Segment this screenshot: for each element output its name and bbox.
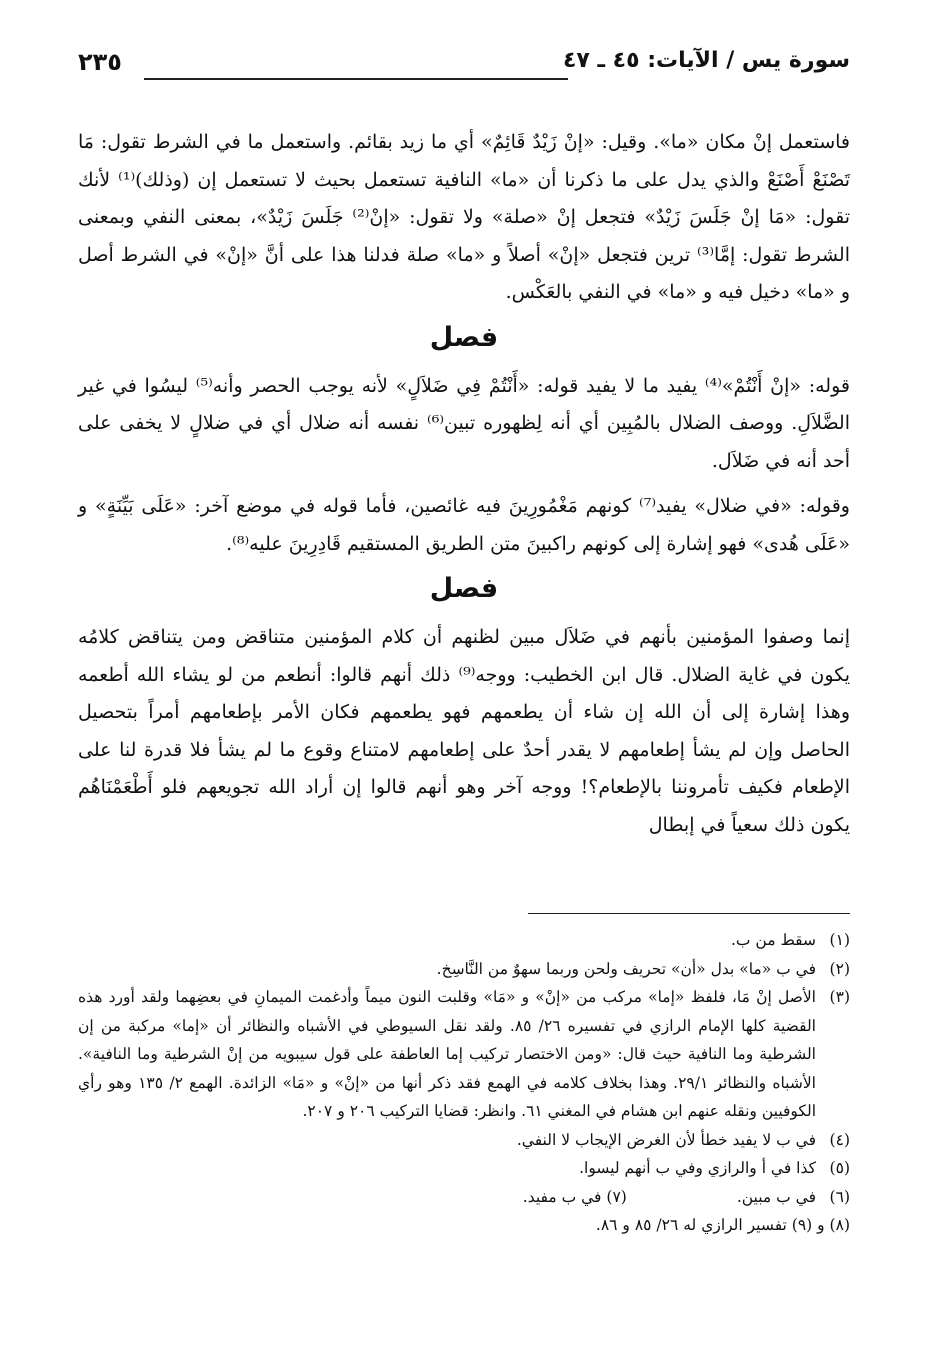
footnote-number: (٢) <box>829 959 850 978</box>
footnote-number: (٧) <box>606 1187 627 1206</box>
footnote-number: (١) <box>829 931 850 949</box>
footnote-6-7 <box>78 1183 850 1212</box>
footnote-number: (٥) <box>829 1159 850 1177</box>
footnote-text: في ب مبين. <box>736 1187 816 1206</box>
paragraph-1: فاستعمل إنْ مكان «ما». وقيل: «إنْ زَيْدٌ قَائِمٌ» أي ما زيد بقائم. واستعمل ما في الشرط تقول: مَا تَصْنَعْ أَصْنَعْ والذي يدل على ما ذكرنا أن «ما» النافية تستعمل بحيث لا تستعمل إن (وذلك)⁽¹⁾ لأنك تقول: «مَا إنْ جَلَسَ زَيْدٌ» فتجعل إنْ «صلة» ولا تقول: «إنْ⁽²⁾ جَلَسَ زَيْدٌ»، بمعنى النفي وبمعنى الشرط تقول: إمَّا⁽³⁾ ترين فتجعل «إنْ» أصلاً و «ما» صلة فدلنا هذا على أنَّ «إنْ» في الشرط أصل و «ما» دخيل فيه و «ما» في النفي بالعَكْس. <box>78 131 851 303</box>
paragraph-2: قوله: «إنْ أَنْتُمْ»⁽⁴⁾ يفيد ما لا يفيد قوله: «أَنْتُمْ فِي ضَلاَلٍ» لأنه يوجب الحصر وأنه⁽⁵⁾ ليسُوا في غير الضَّلاَلِ. ووصف الضلال بالمُبِين أي أنه لِظهوره تبين⁽⁶⁾ نفسه أنه ضلال أي في ضلالٍ لا يخفى على أحد أنه في ضَلاَل. <box>78 374 850 472</box>
paragraph-4: إنما وصفوا المؤمنين بأنهم في ضَلاَل مبين لظنهم أن كلام المؤمنين متناقض ومن يتناقض كلامُه يكون في غاية الضلال. قال ابن الخطيب: ووجه⁽⁹⁾ ذلك أنهم قالوا: أنطعم من لو يشاء الله أطعمه وهذا إشارة إلى أن الله إن شاء أن يطعمهم فهو يطعمهم فكان الأمر بإطعامهم أمراً بتحصيل الحاصل وإن لم يشأ إطعامهم لا يقدر أحدٌ على إطعامهم لامتناع وقوع ما لم يشأ فلا قدرة لنا على الإطعام فكيف تأمروننا بالإطعام؟! ووجه آخر وهو أنهم قالوا إن أراد الله تجويعهم فلو أَطْعَمْنَاهُم يكون ذلك سعياً في إبطال <box>78 626 850 836</box>
footnote-text: الأصل إنْ مَا، فلفظ «إما» مركب من «إنْ» و «مَا» وقلبت النون ميماً وأدغمت الميمانِ في بعضِهما ولقد أورد هذه القضية كلها الإمام الرازي في تفسيره ٢٦/ ٨٥. ولقد نقل السيوطي في الأشباه والنظائر أن «إما» مركبة من إن الشرطية وما النافية حيث قال: «ومن الاختصار تركيب إما العاطفة على قول سيبويه من إنْ الشرطية وما النافية». الأشباه والنظائر ٢٩/١. وهذا بخلاف كلامه في الهمع فقد ذكر أنها من «إنْ» و «مَا» الزائدة. الهمع ٢/ ١٣٥ وهو رأي الكوفيين ونقله عنهم ابن هشام في المغني ٦١. وانظر: قضايا التركيب ٢٠٦ و ٢٠٧. <box>78 988 816 1120</box>
footnote-4 <box>78 1126 850 1155</box>
footnote-number: (٣) <box>829 988 850 1006</box>
footnote-text: كذا في أ والرازي وفي ب أنهم ليسوا. <box>579 1159 816 1177</box>
footnote-8-9 <box>78 1211 850 1240</box>
paragraph-3: وقوله: «في ضلال» يفيد⁽⁷⁾ كونهم مَغْمُورِينَ فيه غائصين، فأما قوله في موضع آخر: «عَلَى بَيِّنَةٍ» و «عَلَى هُدى» فهو إشارة إلى كونهم راكبينَ متن الطريق المستقيم قَادِرِينَ عليه⁽⁸⁾. <box>78 495 850 555</box>
section-title-1: فصل <box>429 321 499 353</box>
footnote-rule <box>528 913 850 914</box>
body-text <box>78 124 850 844</box>
footnote-2 <box>78 955 850 984</box>
footnotes <box>78 926 850 1240</box>
running-head <box>78 48 850 88</box>
footnote-number: (٨) و (٩) <box>791 1216 850 1234</box>
page <box>78 40 850 1342</box>
footnote-3 <box>78 983 850 1126</box>
footnote-number: (٦) <box>829 1187 850 1206</box>
footnote-text: في ب مفيد. <box>522 1187 602 1206</box>
running-title: سورة يس / الآيات: ٤٥ ـ ٤٧ <box>562 48 850 73</box>
section-title-2: فصل <box>429 573 499 604</box>
footnote-text: في ب لا يفيد خطأ لأن الغرض الإيجاب لا النفي. <box>516 1130 816 1149</box>
page-number: ٢٣٥ <box>78 48 122 76</box>
footnote-text: في ب «ما» بدل «أن» تحريف ولحن وربما سهوٌ من النَّاسِخ. <box>436 959 816 978</box>
footnote-number: (٤) <box>829 1130 850 1149</box>
footnote-7 <box>523 1183 627 1212</box>
footnote-text: سقط من ب. <box>730 931 816 949</box>
footnote-text: تفسير الرازي له ٢٦/ ٨٥ و ٨٦. <box>595 1216 787 1234</box>
footnote-1 <box>78 926 850 955</box>
footnote-5 <box>78 1154 850 1183</box>
header-rule <box>144 78 568 80</box>
